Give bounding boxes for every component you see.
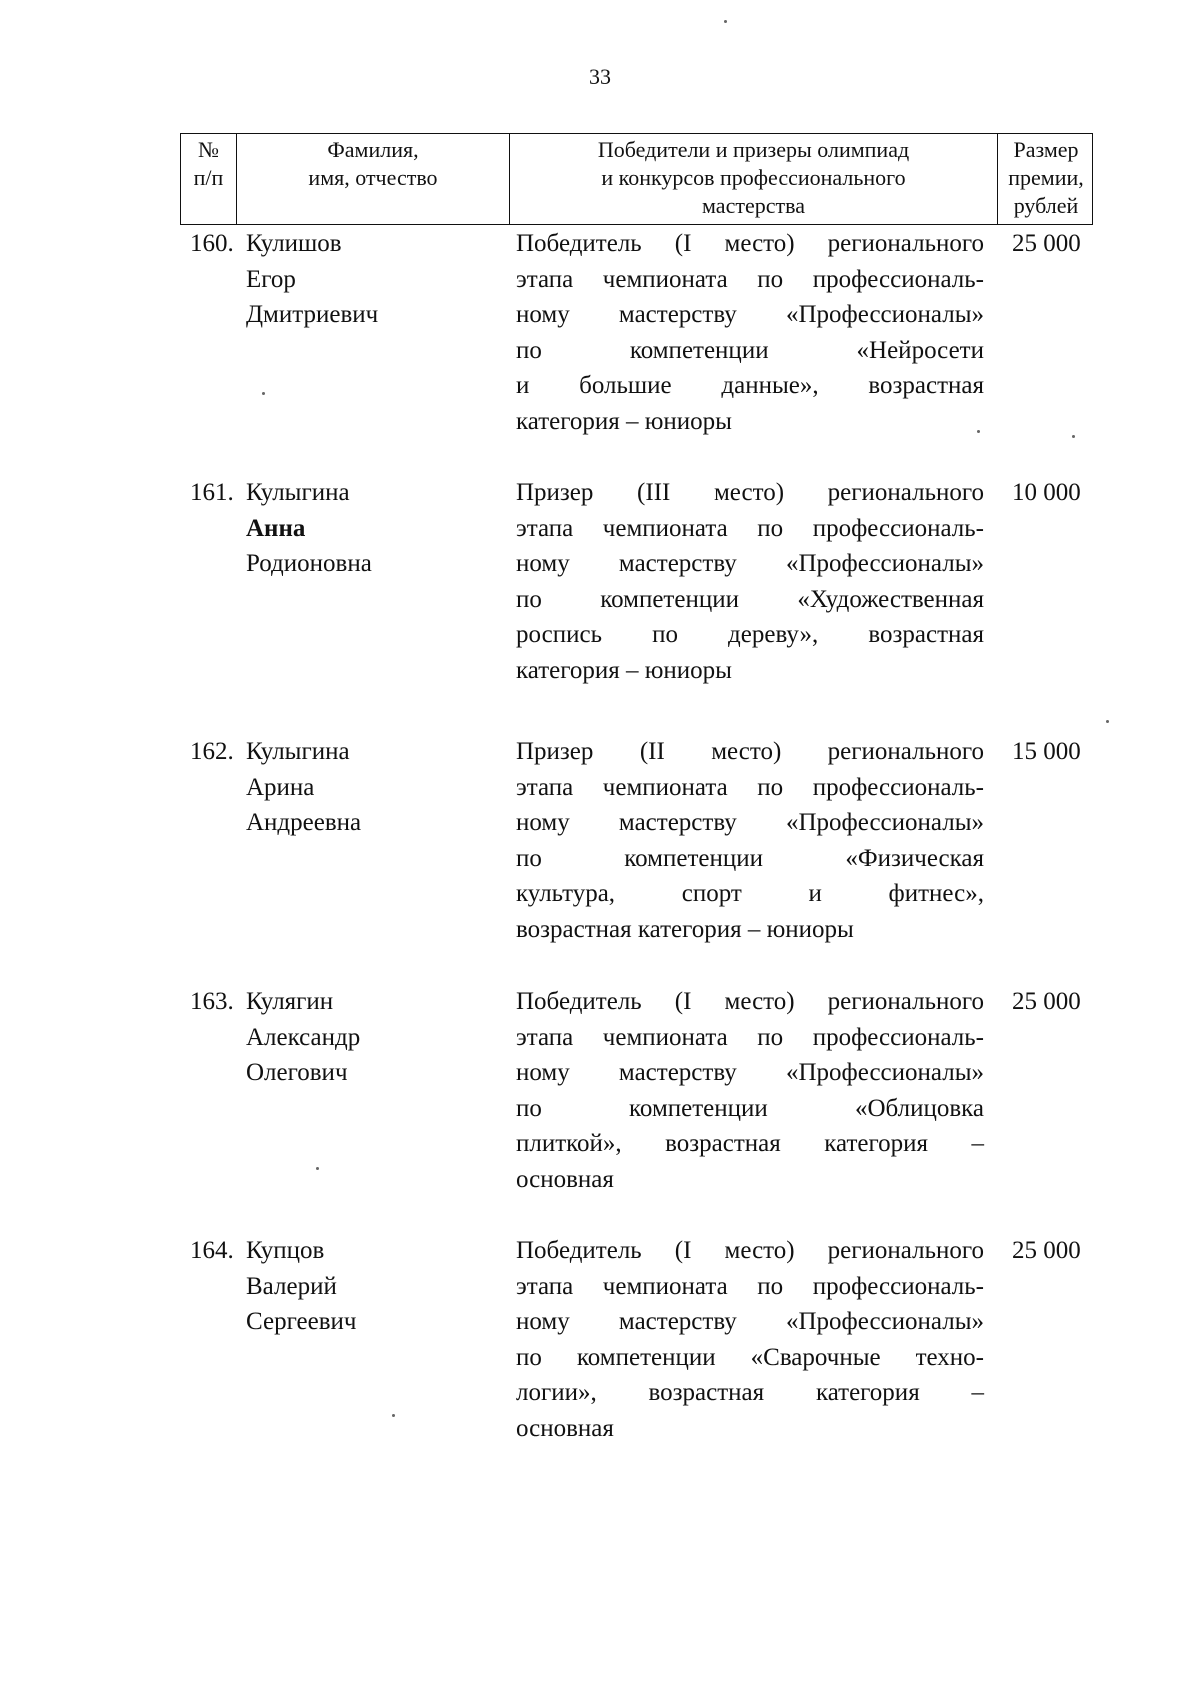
desc-line: основная <box>516 1165 614 1193</box>
desc-line: и большие данные», возрастная <box>516 372 984 399</box>
desc-line: Победитель (I место) регионального <box>516 1237 984 1264</box>
prize-amount: 10 000 <box>1012 479 1081 506</box>
desc-line: ному мастерству «Профессионалы» <box>516 809 984 836</box>
surname: Кулыгина <box>246 479 350 506</box>
desc-line: ному мастерству «Профессионалы» <box>516 301 984 328</box>
row-number: 160. <box>190 230 234 257</box>
desc-line: этапа чемпионата по профессиональ- <box>516 1272 984 1300</box>
first-name: Александр <box>246 1023 361 1051</box>
header-num: № п/п <box>193 137 224 190</box>
row-number: 164. <box>190 1237 234 1264</box>
person-name <box>246 984 496 1091</box>
patronymic: Родионовна <box>246 550 372 577</box>
achievement-text <box>516 1233 984 1446</box>
desc-line: культура, спорт и фитнес», <box>516 880 984 907</box>
row-number: 161. <box>190 479 234 506</box>
scan-speck <box>316 1167 319 1170</box>
table-header <box>180 133 1093 225</box>
page-number: 33 <box>589 64 611 89</box>
achievement-text <box>516 226 984 439</box>
scan-speck <box>262 392 265 395</box>
first-name: Анна <box>246 514 306 542</box>
desc-line: плиткой», возрастная категория – <box>516 1130 984 1157</box>
scan-speck <box>724 20 727 23</box>
desc-line: по компетенции «Облицовка <box>516 1094 984 1122</box>
patronymic: Дмитриевич <box>246 301 379 328</box>
desc-line: по компетенции «Сварочные техно- <box>516 1343 984 1371</box>
patronymic: Сергеевич <box>246 1308 357 1335</box>
desc-line: категория – юниоры <box>516 656 732 684</box>
row-number: 163. <box>190 988 234 1015</box>
surname: Кулишов <box>246 230 342 257</box>
scan-speck <box>392 1414 395 1417</box>
first-name: Егор <box>246 265 296 293</box>
desc-line: категория – юниоры <box>516 407 732 435</box>
desc-line: ному мастерству «Профессионалы» <box>516 550 984 577</box>
person-name <box>246 226 496 333</box>
desc-line: Победитель (I место) регионального <box>516 230 984 257</box>
desc-line: этапа чемпионата по профессиональ- <box>516 1023 984 1051</box>
achievement-text <box>516 984 984 1197</box>
header-achievement: Победители и призеры олимпиад и конкурсов профессионального мастерства <box>509 134 997 224</box>
achievement-text <box>516 734 984 947</box>
prize-amount: 15 000 <box>1012 738 1081 765</box>
desc-line: логии», возрастная категория – <box>516 1379 984 1406</box>
prize-amount: 25 000 <box>1012 1237 1081 1264</box>
desc-line: по компетенции «Физическая <box>516 844 984 872</box>
desc-line: роспись по дереву», возрастная <box>516 621 984 648</box>
first-name: Валерий <box>246 1272 337 1300</box>
header-name: Фамилия, имя, отчество <box>236 134 509 224</box>
desc-line: этапа чемпионата по профессиональ- <box>516 265 984 293</box>
surname: Купцов <box>246 1237 325 1264</box>
person-name <box>246 734 496 841</box>
row-number: 162. <box>190 738 234 765</box>
surname: Кулыгина <box>246 738 350 765</box>
patronymic: Андреевна <box>246 809 362 836</box>
desc-line: по компетенции «Нейросети <box>516 336 984 364</box>
header-amount: Размер премии, рублей <box>997 134 1094 224</box>
first-name: Арина <box>246 773 315 801</box>
patronymic: Олегович <box>246 1059 348 1086</box>
desc-line: по компетенции «Художественная <box>516 585 984 613</box>
scan-speck <box>1106 720 1109 723</box>
desc-line: возрастная категория – юниоры <box>516 915 854 943</box>
desc-line: ному мастерству «Профессионалы» <box>516 1059 984 1086</box>
desc-line: этапа чемпионата по профессиональ- <box>516 773 984 801</box>
desc-line: Победитель (I место) регионального <box>516 988 984 1015</box>
desc-line: Призер (II место) регионального <box>516 738 984 765</box>
scan-speck <box>977 430 980 433</box>
person-name <box>246 475 496 582</box>
person-name <box>246 1233 496 1340</box>
desc-line: основная <box>516 1414 614 1442</box>
surname: Кулягин <box>246 988 334 1015</box>
desc-line: этапа чемпионата по профессиональ- <box>516 514 984 542</box>
achievement-text <box>516 475 984 688</box>
prize-amount: 25 000 <box>1012 988 1081 1015</box>
desc-line: Призер (III место) регионального <box>516 479 984 506</box>
scan-speck <box>1072 435 1075 438</box>
prize-amount: 25 000 <box>1012 230 1081 257</box>
desc-line: ному мастерству «Профессионалы» <box>516 1308 984 1335</box>
